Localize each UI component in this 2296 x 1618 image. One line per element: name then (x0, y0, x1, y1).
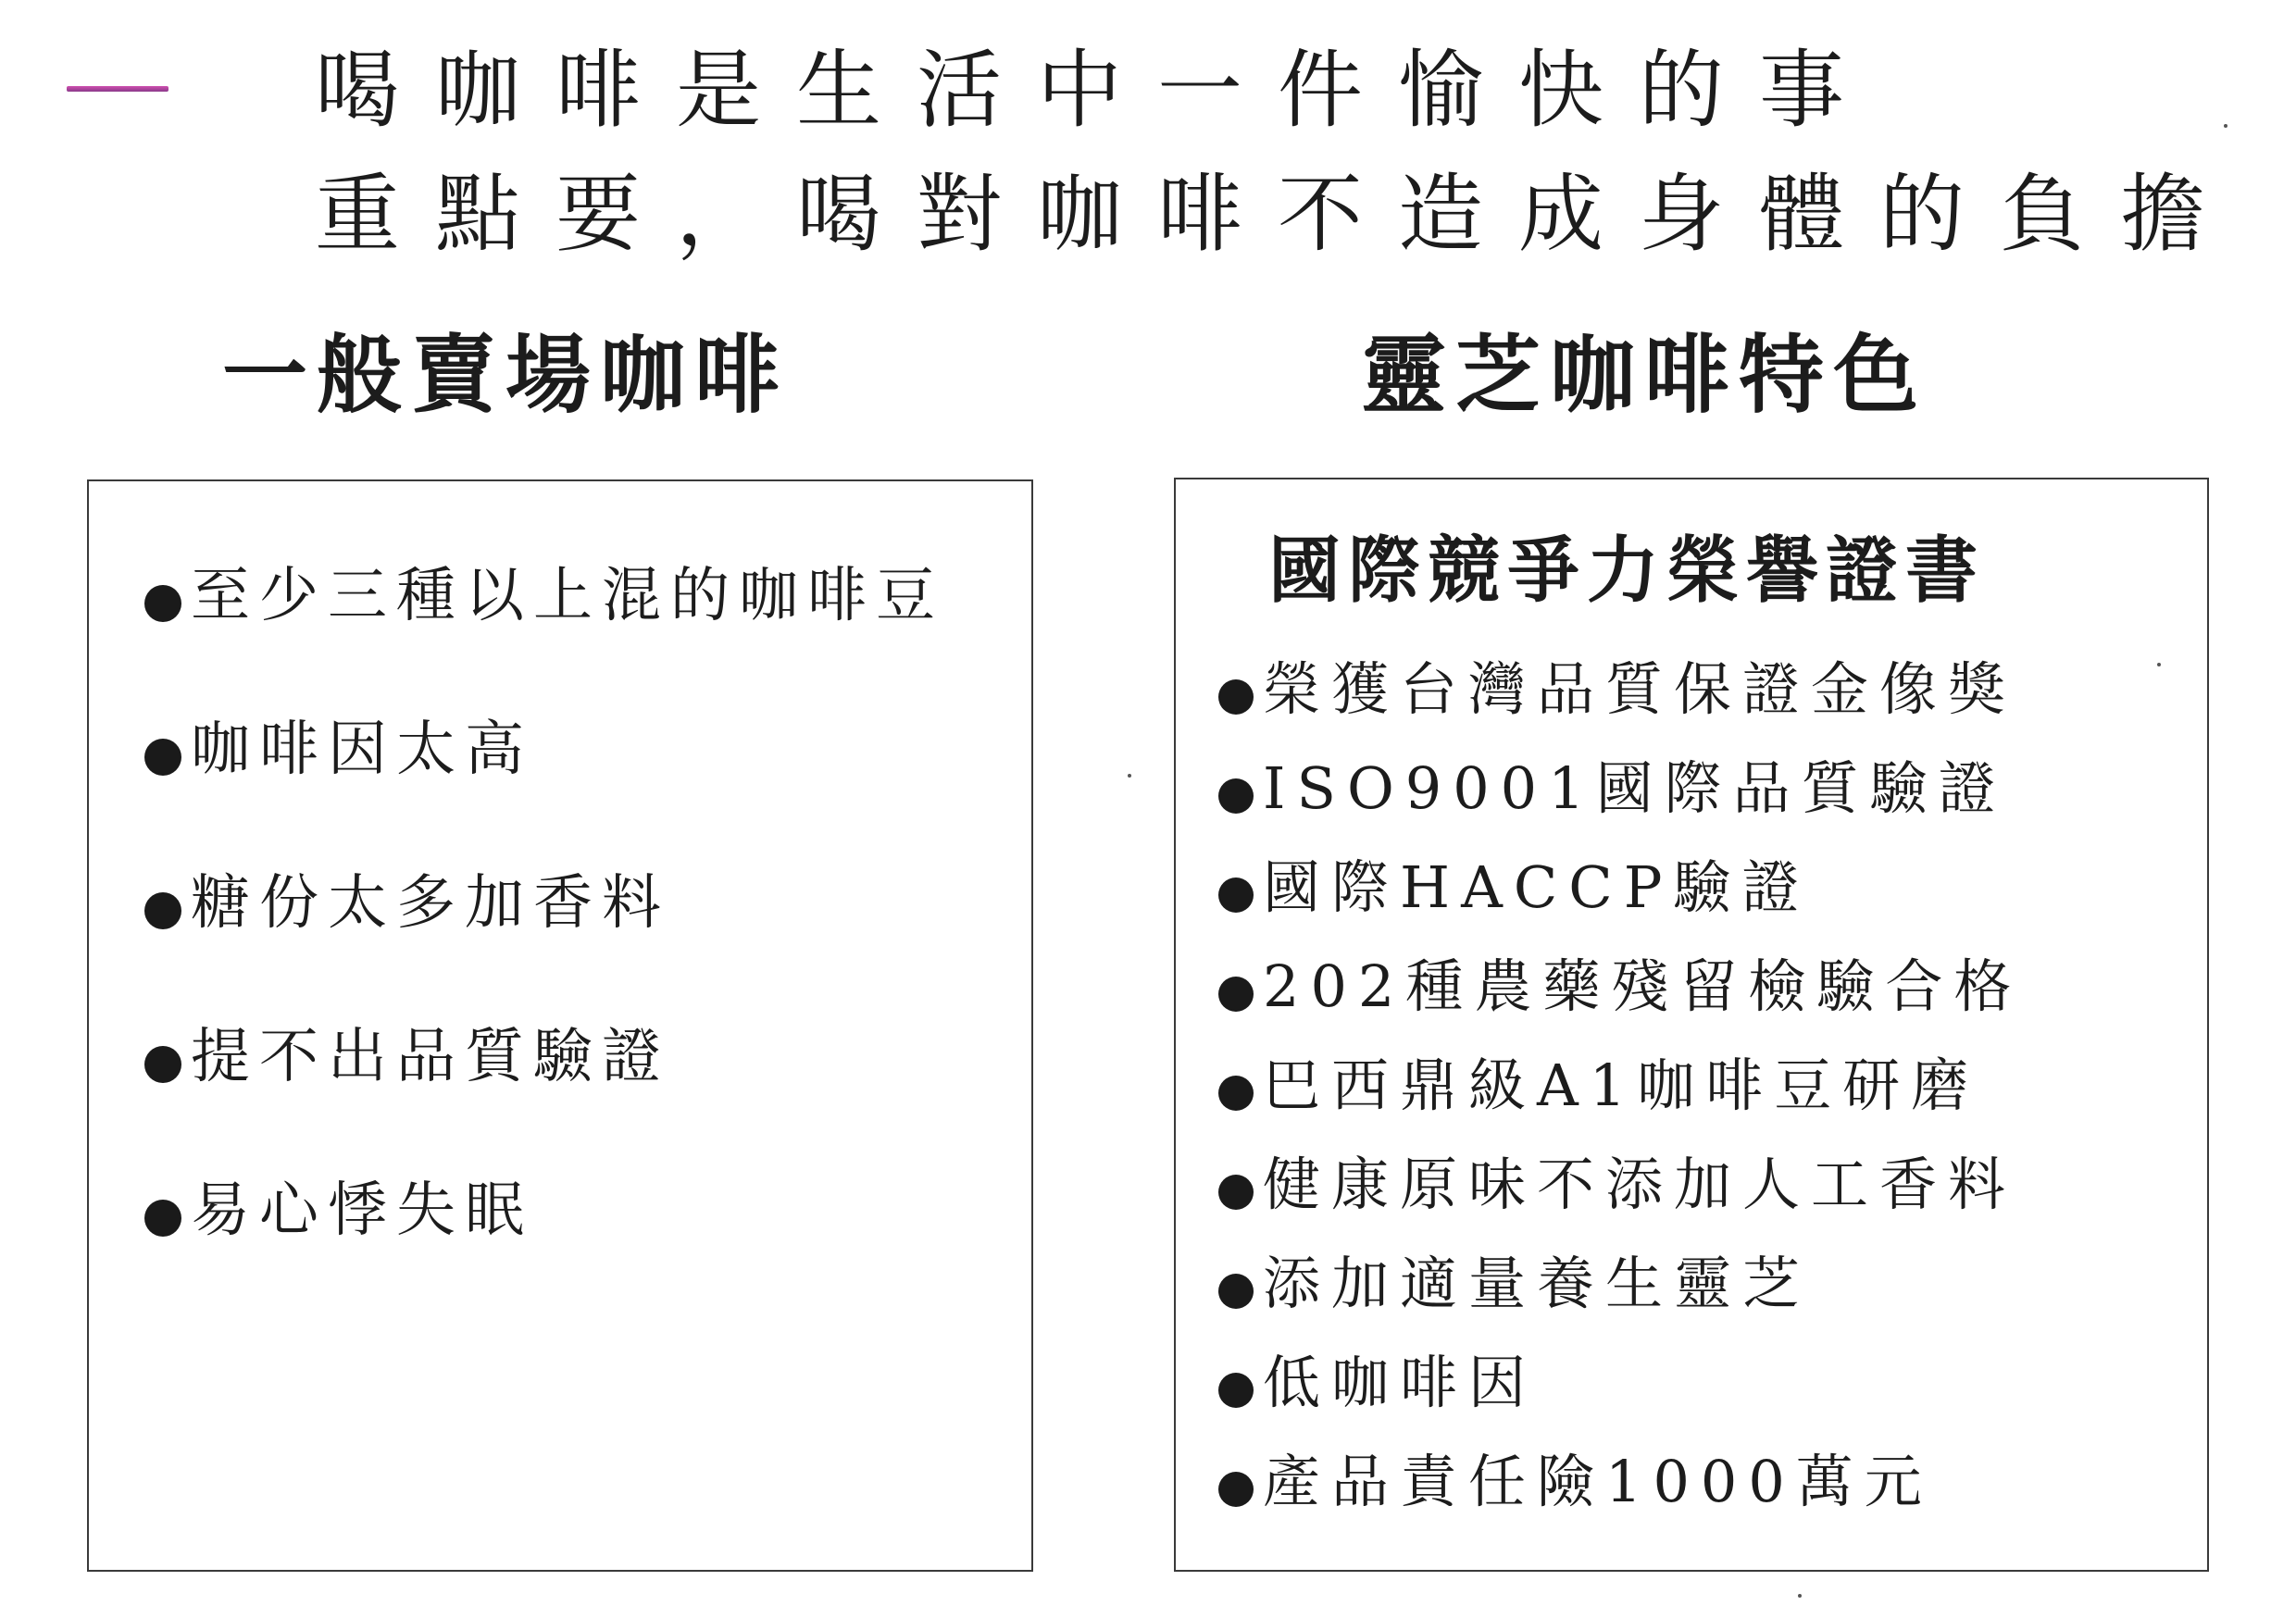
bullet-icon (144, 1046, 181, 1083)
scan-speck (1128, 774, 1131, 778)
list-item (144, 1176, 944, 1335)
list-item (1218, 853, 2022, 958)
list-item-text: 易心悸失眠 (191, 1176, 533, 1245)
certificate-heading: 國際競爭力榮譽證書 (1268, 529, 1986, 613)
regular-coffee-panel (87, 479, 1033, 1572)
bullet-icon (1218, 778, 1254, 814)
list-item (1218, 655, 2022, 760)
list-item-text: 健康原味不添加人工香料 (1263, 1151, 2017, 1218)
scan-speck (2157, 663, 2161, 666)
list-item (1218, 1052, 2022, 1156)
bullet-icon (144, 892, 181, 929)
list-item-text: 國際HACCP驗證 (1263, 853, 1811, 921)
bullet-icon (1218, 977, 1254, 1012)
scan-speck (2224, 124, 2227, 128)
list-item (1218, 1151, 2022, 1255)
bullet-icon (1218, 1274, 1254, 1309)
list-item-text: 添加適量養生靈芝 (1263, 1250, 1812, 1317)
bullet-icon (1218, 679, 1254, 715)
list-item (144, 869, 944, 1027)
bullet-icon (144, 739, 181, 776)
bullet-icon (1218, 1373, 1254, 1408)
lingzhi-coffee-panel (1174, 478, 2209, 1572)
headline-line-2: 重點要，喝對咖啡不造成身體的負擔 (315, 165, 2241, 264)
bullet-icon (144, 1200, 181, 1237)
list-item-text: 糖份太多加香料 (191, 869, 670, 938)
list-item-text: ISO9001國際品質驗證 (1263, 754, 2007, 822)
list-item-text: 提不出品質驗證 (191, 1023, 670, 1091)
list-item-text: 巴西鼎級A1咖啡豆研磨 (1263, 1052, 1980, 1119)
list-item-text: 低咖啡因 (1263, 1349, 1538, 1416)
bullet-icon (1218, 1472, 1254, 1507)
list-item (1218, 1448, 2022, 1552)
list-item (1218, 754, 2022, 859)
list-item-text: 榮獲台灣品質保證金像獎 (1263, 655, 2017, 723)
bullet-icon (1218, 1076, 1254, 1111)
list-item (144, 1023, 944, 1181)
right-column-title: 靈芝咖啡特色 (1361, 326, 1928, 425)
list-item (1218, 1250, 2022, 1354)
list-item (144, 716, 944, 874)
list-item-text: 202種農藥殘留檢驗合格 (1263, 952, 2023, 1020)
bullet-icon (1218, 1175, 1254, 1210)
bullet-icon (1218, 877, 1254, 913)
corner-mark (67, 86, 168, 92)
lingzhi-feature-list (1218, 655, 2023, 1552)
left-column-title: 一般賣場咖啡 (222, 326, 790, 425)
list-item (144, 562, 944, 720)
bullet-icon (144, 585, 181, 622)
list-item-text: 咖啡因太高 (191, 716, 533, 784)
headline-line-1: 喝咖啡是生活中一件愉快的事 (315, 41, 1880, 140)
scan-speck (1798, 1594, 1802, 1598)
list-item (1218, 1349, 2022, 1453)
regular-coffee-list (144, 562, 944, 1335)
list-item (1218, 952, 2023, 1057)
list-item-text: 至少三種以上混的咖啡豆 (191, 562, 944, 630)
list-item-text: 產品責任險1000萬元 (1263, 1448, 1933, 1515)
